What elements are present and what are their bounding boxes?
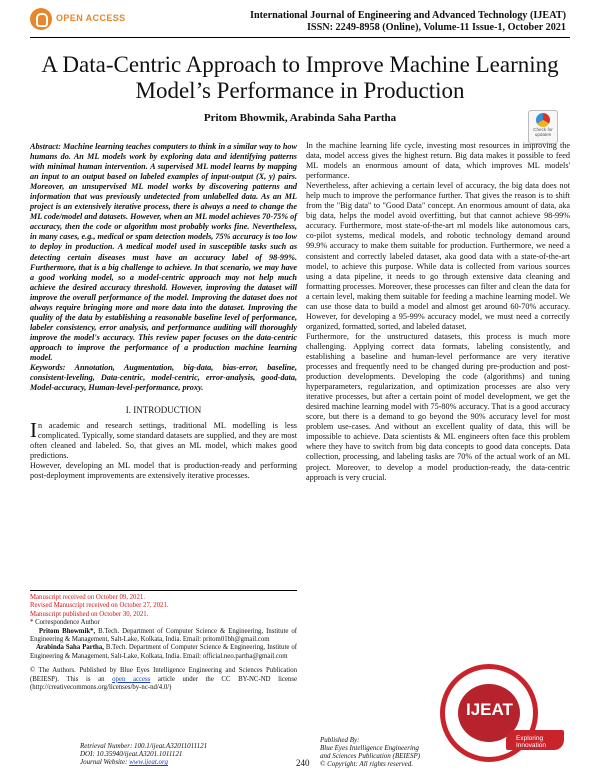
left-column xyxy=(30,142,297,482)
paper-title: A Data-Centric Approach to Improve Machine Learning Model’s Performance in Production xyxy=(41,52,559,103)
right-paragraph-3: Furthermore, for the unstructured datasets, this process is much more challenging. Applying correct data formats, labeling consistently, and establishing a baseline and human-level performance are very iterative processes and frequently need to be changed during pre-production and post-production developments. Developing the code (algorithms) and tuning hyperparameters, regularization, and optimization processes are also very iterative processes, but after a certain point of model development, we get the desired machine learning model with 75-80% accuracy. That is a good accuracy score, but there is a demand to go beyond the 90% accuracy level for most problem use-cases. And without an excellent quality of data, this will be impossible to achieve. Data scientists & ML engineers often face this problem where they have to switch from big data concepts to good data concepts. Data collection, processing, and labeling tasks are 70% of the actual work of an ML project. Moreover, to develop a model production-ready, the data-centric approach is very crucial. xyxy=(306,331,570,482)
published-by: Published By: xyxy=(320,736,360,744)
crossmark-label: Check for updates xyxy=(533,127,553,137)
published-date: Manuscript published on October 30, 2021. xyxy=(30,610,149,618)
keywords: Keywords: Annotation, Augmentation, big-data, bias-error, baseline, consistent-leveling, Data-centric, model-centric, error-analysis, good-data, Model-accuracy, Human-level-performance, proxy. xyxy=(30,363,297,393)
journal-website xyxy=(80,758,207,766)
footer-right xyxy=(320,736,420,768)
right-paragraph-1: In the machine learning life cycle, investing most resources in improving the data, model access gives the highest return. Big data makes it possible to feed ML models an enormous amount of data, which improves ML models' performance. xyxy=(306,141,570,181)
author1-affiliation xyxy=(30,628,297,645)
website-link[interactable]: www.ijeat.org xyxy=(129,758,169,766)
footnote-rule xyxy=(30,590,297,591)
crossmark-icon xyxy=(536,113,550,127)
check-for-updates-badge[interactable] xyxy=(528,110,558,144)
ijeat-logo xyxy=(440,664,566,768)
section-heading: I. INTRODUCTION xyxy=(125,405,202,416)
intro-paragraph-2: However, developing an ML model that is production-ready and performing post-deployment improvements are extensively iterative processes. xyxy=(30,461,297,481)
retrieval-number: Retrieval Number: 100.1/ijeat.A32011011121 xyxy=(80,742,208,750)
publisher-line-2: and Sciences Publication (BEIESP) xyxy=(320,752,421,760)
license-text: © The Authors. Published by Blue Eyes Intelligence Engineering and Sciences Publication (BEIESP). This is an xyxy=(30,667,297,683)
revised-date: Revised Manuscript received on October 27, 2021. xyxy=(30,602,169,610)
footer-left xyxy=(80,742,207,766)
journal-issn: ISSN: 2249-8958 (Online), Volume-11 Issue-1, October 2021 xyxy=(306,22,566,33)
paper-authors: Pritom Bhowmik, Arabinda Saha Partha xyxy=(203,112,397,124)
right-column xyxy=(306,141,570,483)
right-paragraph-2: Nevertheless, after achieving a certain level of accuracy, the big data does not help much to improve the performance further. That gives the reason is to shift from the "Big data" to "Good Data" concept. An enormous amount of data, aka big data, helps the model avoid overfitting, but that cannot achieve 98-99% accuracy. Furthermore, most state-of-the-art ml models like autonomous cars, co-pilot systems, medical models, and robotic technology demand around 99.9% accuracy to make them suitable for production. Furthermore, we need a consistent and correctly labeled dataset, aka good data with a state-of-the-art model, to achieve this purpose. While data is collected from various sources using a data pipeline, it needs to go through extensive data cleaning and formatting processes. Moreover, these processes can filter and clean the data for a certain level, making them suitable for feeding a machine learning model. We can use those data to build a model and almost get around 60-70% accuracy. However, for developing a 95-99% accuracy model, we must need a correctly organized, formatted, sorted, and labeled dataset. xyxy=(306,181,570,331)
open-lock-icon xyxy=(30,8,52,30)
author2-text: B.Tech. Department of Computer Science & Engineering, Institute of Engineering & Management, Salt-Lake, Kolkata, India. Email: official.neo.partha@gmail.com xyxy=(30,644,297,660)
received-date: Manuscript received on October 09, 2021. xyxy=(30,594,145,601)
author2-name: Arabinda Saha Partha, xyxy=(35,644,104,652)
author1-name: Pritom Bhowmik*, xyxy=(38,627,96,635)
header-rule xyxy=(30,37,570,38)
intro-para1-text: n academic and research settings, traditional ML modelling is less complicated. Typically, some standard datasets are supplied, and they are most often cleaned and labeled. So, that gives an ML model, which makes good predictions. xyxy=(30,421,297,461)
abstract: Abstract: Machine learning teaches computers to think in a similar way to how humans do. An ML models work by exploring data and identifying patterns with minimal human intervention. A supervised ML model learns by mapping an input to an output based on labeled examples of input-output (X, y) pairs. Moreover, an unsupervised ML model works by discovering patterns and information that was previously undetected from unlabelled data. As an ML project is an extensively iterative process, there is always a need to change the ML code/model and datasets. However, when an ML model achieves 70-75% of accuracy, then the code or algorithm most probably works fine. Nevertheless, in many cases, e.g., medical or spam detection models, 75% accuracy is too low to deploy in production. A medical model used in susceptible tasks such as detecting certain diseases must have an accuracy label of 98-99%. Furthermore, that is a big challenge to achieve. In that scenario, we may have a good working model, so a model-centric approach may not help much achieve the desired accuracy threshold. However, improving the dataset will improve the overall performance of the model. Improving the dataset does not always require bringing more and more data into the dataset. Improving the quality of the data by establishing a reasonable baseline level of performance, labeler consistency, error analysis, and performance auditing will thoroughly improve the model's accuracy. This review paper focuses on the data-centric approach to improve the performance of a production machine learning model. xyxy=(30,142,297,362)
author2-affiliation xyxy=(30,644,297,661)
publisher-line-1: Blue Eyes Intelligence Engineering xyxy=(320,744,419,752)
doi: DOI: 10.35940/ijeat.A3201.1011121 xyxy=(80,750,183,758)
intro-paragraph-1 xyxy=(30,418,297,461)
page-number: 240 xyxy=(296,758,310,768)
open-access-link[interactable]: open access xyxy=(112,675,151,683)
license-text-2: article under the CC BY-NC-ND license (http://creativecommons.org/licenses/by-nc-nd/4.0/) xyxy=(30,675,297,692)
copyright: © Copyright: All rights reserved. xyxy=(320,760,414,768)
open-access-logo xyxy=(30,8,140,32)
journal-header xyxy=(250,10,566,34)
introduction xyxy=(30,418,297,481)
author1-text: B.Tech. Department of Computer Science & Engineering, Institute of Engineering & Management, Salt-Lake, Kolkata, India. Email: pritom01bh@gmail.com xyxy=(30,627,297,644)
website-label: Journal Website: xyxy=(80,758,130,766)
ijeat-abbr: IJEAT xyxy=(466,700,513,719)
journal-name: International Journal of Engineering and Advanced Technology (IJEAT) xyxy=(250,10,566,21)
ijeat-tagline: Exploring Innovation xyxy=(516,735,546,749)
logo-text: OPEN ACCESS xyxy=(56,13,126,23)
ijeat-leaf xyxy=(506,730,564,750)
drop-cap: I xyxy=(30,418,37,443)
correspondence-note: * Correspondence Author xyxy=(30,619,100,627)
footnotes xyxy=(30,590,297,692)
license-note xyxy=(30,667,297,692)
